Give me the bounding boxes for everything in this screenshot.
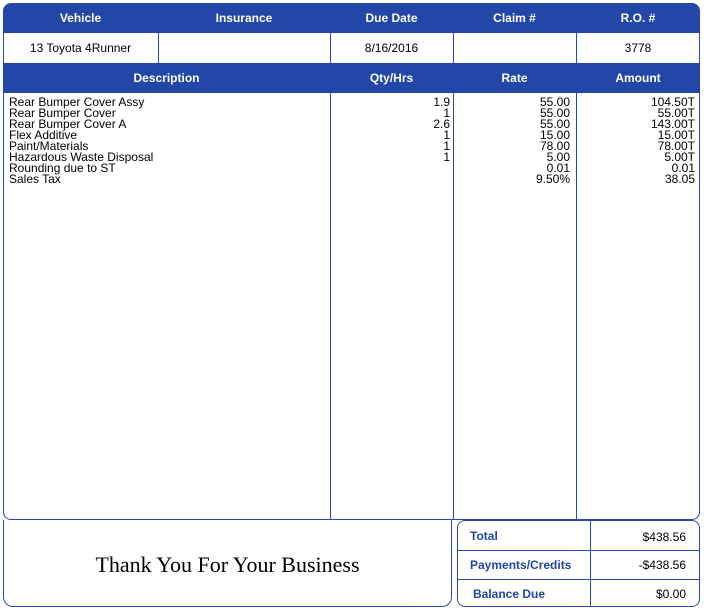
item-description: Hazardous Waste Disposal — [9, 150, 154, 164]
claim-value — [453, 33, 576, 63]
item-rate: 5.00 — [546, 150, 570, 164]
item-amount: 0.01 — [671, 161, 695, 175]
item-description: Sales Tax — [9, 172, 61, 186]
col-header-qty: Qty/Hrs — [369, 71, 414, 85]
divider — [457, 550, 700, 551]
col-header-vehicle: Vehicle — [59, 11, 102, 25]
item-description: Rear Bumper Cover A — [9, 117, 127, 131]
divider — [457, 579, 700, 580]
item-amount: 55.00T — [657, 106, 695, 120]
item-rate: 0.01 — [546, 161, 570, 175]
item-qty: 2.6 — [433, 117, 450, 131]
balance-label: Balance Due — [473, 587, 546, 601]
item-description: Rear Bumper Cover — [9, 106, 116, 120]
item-rate: 78.00 — [539, 139, 570, 153]
payments-value: -$438.56 — [638, 558, 686, 572]
item-description: Flex Additive — [9, 128, 78, 142]
item-amount: 78.00T — [657, 139, 695, 153]
item-amount: 38.05 — [664, 172, 695, 186]
col-header-amount: Amount — [615, 71, 661, 85]
vehicle-value: 13 Toyota 4Runner — [29, 41, 132, 55]
payments-label: Payments/Credits — [470, 558, 572, 572]
item-rate: 15.00 — [539, 128, 570, 142]
col-header-due-date: Due Date — [365, 11, 418, 25]
item-rate: 55.00 — [539, 117, 570, 131]
item-qty: 1 — [443, 139, 450, 153]
due-date-value: 8/16/2016 — [364, 41, 419, 55]
ro-value: 3778 — [624, 41, 652, 55]
item-qty: 1 — [443, 128, 450, 142]
item-description: Paint/Materials — [9, 139, 89, 153]
item-amount: 143.00T — [650, 117, 695, 131]
item-description: Rear Bumper Cover Assy — [9, 95, 145, 109]
item-amount: 104.50T — [650, 95, 695, 109]
insurance-value — [158, 33, 330, 63]
item-rate: 55.00 — [539, 95, 570, 109]
item-amount: 5.00T — [664, 150, 695, 164]
item-rate: 55.00 — [539, 106, 570, 120]
total-value: $438.56 — [642, 530, 686, 544]
item-qty: 1 — [443, 150, 450, 164]
item-qty: 1 — [443, 106, 450, 120]
item-qty: 1.9 — [433, 95, 450, 109]
col-header-description: Description — [133, 71, 200, 85]
balance-value: $0.00 — [655, 587, 686, 601]
col-header-insurance: Insurance — [215, 11, 273, 25]
item-rate: 9.50% — [535, 172, 570, 186]
col-header-rate: Rate — [501, 71, 528, 85]
item-description: Rounding due to ST — [9, 161, 116, 175]
col-header-claim: Claim # — [493, 11, 536, 25]
thank-you-message: Thank You For Your Business — [95, 552, 360, 577]
col-header-ro: R.O. # — [620, 11, 656, 25]
total-label: Total — [470, 529, 498, 543]
item-amount: 15.00T — [657, 128, 695, 142]
